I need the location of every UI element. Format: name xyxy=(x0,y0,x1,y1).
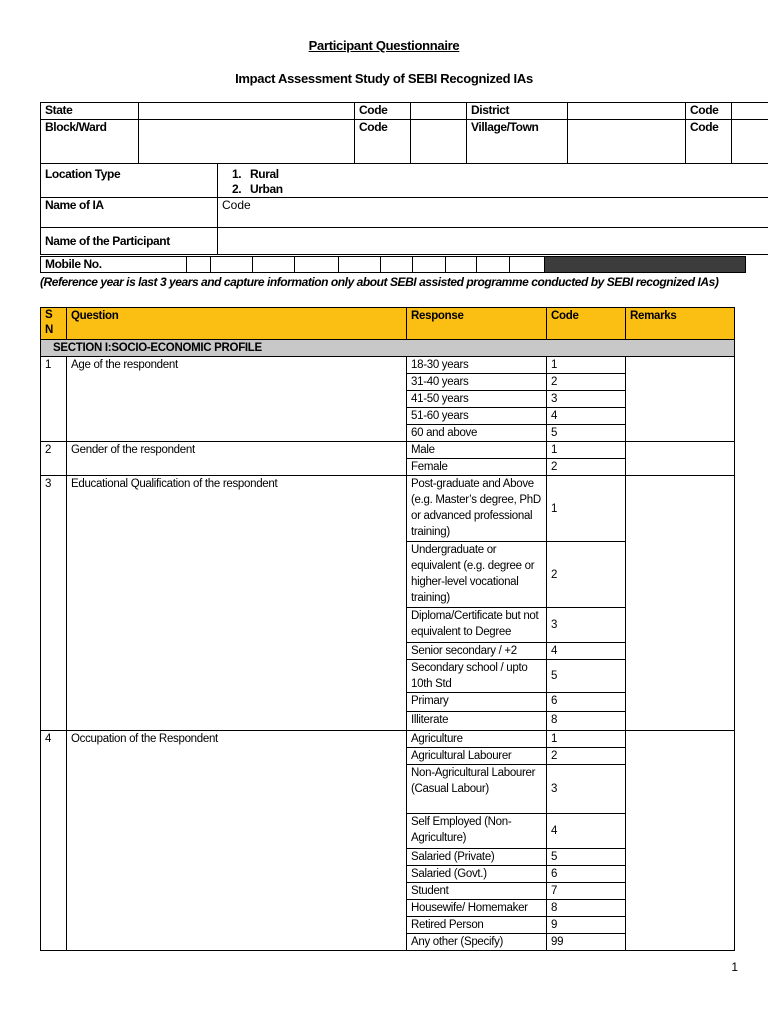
questionnaire-table xyxy=(40,307,735,951)
response-code: 5 xyxy=(547,425,626,442)
section-heading: SECTION I:SOCIO-ECONOMIC PROFILE xyxy=(41,340,735,357)
mobile-digit[interactable] xyxy=(413,257,446,273)
location-option-rural[interactable]: 1. Rural xyxy=(232,167,279,181)
response-option[interactable]: 31-40 years xyxy=(407,374,547,391)
col-header-code: Code xyxy=(547,308,626,340)
response-option[interactable]: Primary xyxy=(407,693,547,712)
response-option[interactable]: 18-30 years xyxy=(407,357,547,374)
question-number: 1 xyxy=(41,357,67,442)
mobile-shaded-area xyxy=(545,257,746,273)
response-code: 6 xyxy=(547,693,626,712)
question-text: Gender of the respondent xyxy=(67,442,407,476)
response-code: 2 xyxy=(547,542,626,608)
mobile-digit[interactable] xyxy=(339,257,381,273)
location-option-urban[interactable]: 2. Urban xyxy=(232,182,283,196)
district-code-field[interactable] xyxy=(732,103,768,120)
response-code: 3 xyxy=(547,391,626,408)
response-code: 2 xyxy=(547,459,626,476)
response-code: 1 xyxy=(547,442,626,459)
document-subtitle: Impact Assessment Study of SEBI Recognized IAs xyxy=(235,71,533,86)
identification-table xyxy=(40,102,768,255)
col-header-remarks: Remarks xyxy=(626,308,735,340)
village-town-field[interactable] xyxy=(568,120,686,164)
response-option[interactable]: Salaried (Govt.) xyxy=(407,866,547,883)
response-code: 8 xyxy=(547,712,626,731)
response-option[interactable]: Senior secondary / +2 xyxy=(407,643,547,660)
location-type-label: Location Type xyxy=(41,164,218,198)
response-code: 1 xyxy=(547,476,626,542)
participant-label: Name of the Participant xyxy=(41,228,218,255)
response-code: 1 xyxy=(547,357,626,374)
ia-code-field[interactable] xyxy=(218,198,768,228)
state-code-field[interactable] xyxy=(411,103,467,120)
question-number: 4 xyxy=(41,731,67,951)
mobile-digit[interactable] xyxy=(187,257,211,273)
response-option[interactable]: 51-60 years xyxy=(407,408,547,425)
response-code: 8 xyxy=(547,900,626,917)
response-option[interactable]: Housewife/ Homemaker xyxy=(407,900,547,917)
response-option[interactable]: Undergraduate or equivalent (e.g. degree or higher-level vocational training) xyxy=(407,542,547,608)
location-type-options[interactable] xyxy=(218,164,768,198)
response-option[interactable]: Male xyxy=(407,442,547,459)
response-code: 6 xyxy=(547,866,626,883)
remarks-field[interactable] xyxy=(626,476,735,731)
state-code-label: Code xyxy=(355,103,411,120)
table-row xyxy=(41,476,735,542)
block-ward-label: Block/Ward xyxy=(41,120,139,164)
mobile-digit[interactable] xyxy=(381,257,413,273)
page-number: 1 xyxy=(731,960,738,974)
question-text: Occupation of the Respondent xyxy=(67,731,407,951)
state-label: State xyxy=(41,103,139,120)
remarks-field[interactable] xyxy=(626,357,735,442)
mobile-digit[interactable] xyxy=(477,257,510,273)
table-row xyxy=(41,357,735,374)
response-code: 1 xyxy=(547,731,626,748)
response-option[interactable]: Retired Person xyxy=(407,917,547,934)
block-code-field[interactable] xyxy=(411,120,467,164)
mobile-digit[interactable] xyxy=(295,257,339,273)
ia-name-label: Name of IA xyxy=(41,198,218,228)
response-option[interactable]: Agriculture xyxy=(407,731,547,748)
question-number: 3 xyxy=(41,476,67,731)
district-code-label: Code xyxy=(686,103,732,120)
response-option[interactable]: 41-50 years xyxy=(407,391,547,408)
response-option[interactable]: Diploma/Certificate but not equivalent to Degree xyxy=(407,608,547,643)
village-town-label: Village/Town xyxy=(467,120,568,164)
mobile-label: Mobile No. xyxy=(41,257,187,273)
table-row xyxy=(41,442,735,459)
response-code: 99 xyxy=(547,934,626,951)
response-option[interactable]: Female xyxy=(407,459,547,476)
response-option[interactable]: Any other (Specify) xyxy=(407,934,547,951)
mobile-digit[interactable] xyxy=(510,257,545,273)
table-row xyxy=(41,731,735,748)
col-header-question: Question xyxy=(67,308,407,340)
block-ward-field[interactable] xyxy=(139,120,355,164)
response-option[interactable]: Student xyxy=(407,883,547,900)
response-option[interactable]: Secondary school / upto 10th Std xyxy=(407,660,547,693)
mobile-table xyxy=(40,256,746,273)
response-option[interactable]: Illiterate xyxy=(407,712,547,731)
response-code: 5 xyxy=(547,660,626,693)
response-code: 3 xyxy=(547,608,626,643)
ia-code-label: Code xyxy=(222,198,251,212)
village-code-field[interactable] xyxy=(732,120,768,164)
question-text: Age of the respondent xyxy=(67,357,407,442)
col-header-sn: S N xyxy=(41,308,67,340)
response-code: 4 xyxy=(547,643,626,660)
mobile-digit[interactable] xyxy=(211,257,253,273)
response-code: 4 xyxy=(547,814,626,849)
district-field[interactable] xyxy=(568,103,686,120)
question-text: Educational Qualification of the respondent xyxy=(67,476,407,731)
mobile-digit[interactable] xyxy=(253,257,295,273)
response-code: 2 xyxy=(547,748,626,765)
response-code: 4 xyxy=(547,408,626,425)
remarks-field[interactable] xyxy=(626,442,735,476)
response-code: 9 xyxy=(547,917,626,934)
response-code: 5 xyxy=(547,849,626,866)
block-code-label: Code xyxy=(355,120,411,164)
response-code: 2 xyxy=(547,374,626,391)
mobile-digit[interactable] xyxy=(446,257,477,273)
participant-field[interactable] xyxy=(218,228,768,255)
village-code-label: Code xyxy=(686,120,732,164)
response-code: 3 xyxy=(547,765,626,814)
question-number: 2 xyxy=(41,442,67,476)
response-option[interactable]: 60 and above xyxy=(407,425,547,442)
col-header-response: Response xyxy=(407,308,547,340)
remarks-field[interactable] xyxy=(626,731,735,951)
reference-note: (Reference year is last 3 years and capture information only about SEBI assisted programme conducted by SEBI recognized IAs) xyxy=(40,275,719,289)
document-title: Participant Questionnaire xyxy=(308,38,460,53)
response-option[interactable]: Self Employed (Non-Agriculture) xyxy=(407,814,547,849)
response-option[interactable]: Post-graduate and Above (e.g. Master’s degree, PhD or advanced professional training) xyxy=(407,476,547,542)
district-label: District xyxy=(467,103,568,120)
response-option[interactable]: Salaried (Private) xyxy=(407,849,547,866)
response-option[interactable]: Non-Agricultural Labourer (Casual Labour) xyxy=(407,765,547,814)
response-option[interactable]: Agricultural Labourer xyxy=(407,748,547,765)
response-code: 7 xyxy=(547,883,626,900)
state-field[interactable] xyxy=(139,103,355,120)
